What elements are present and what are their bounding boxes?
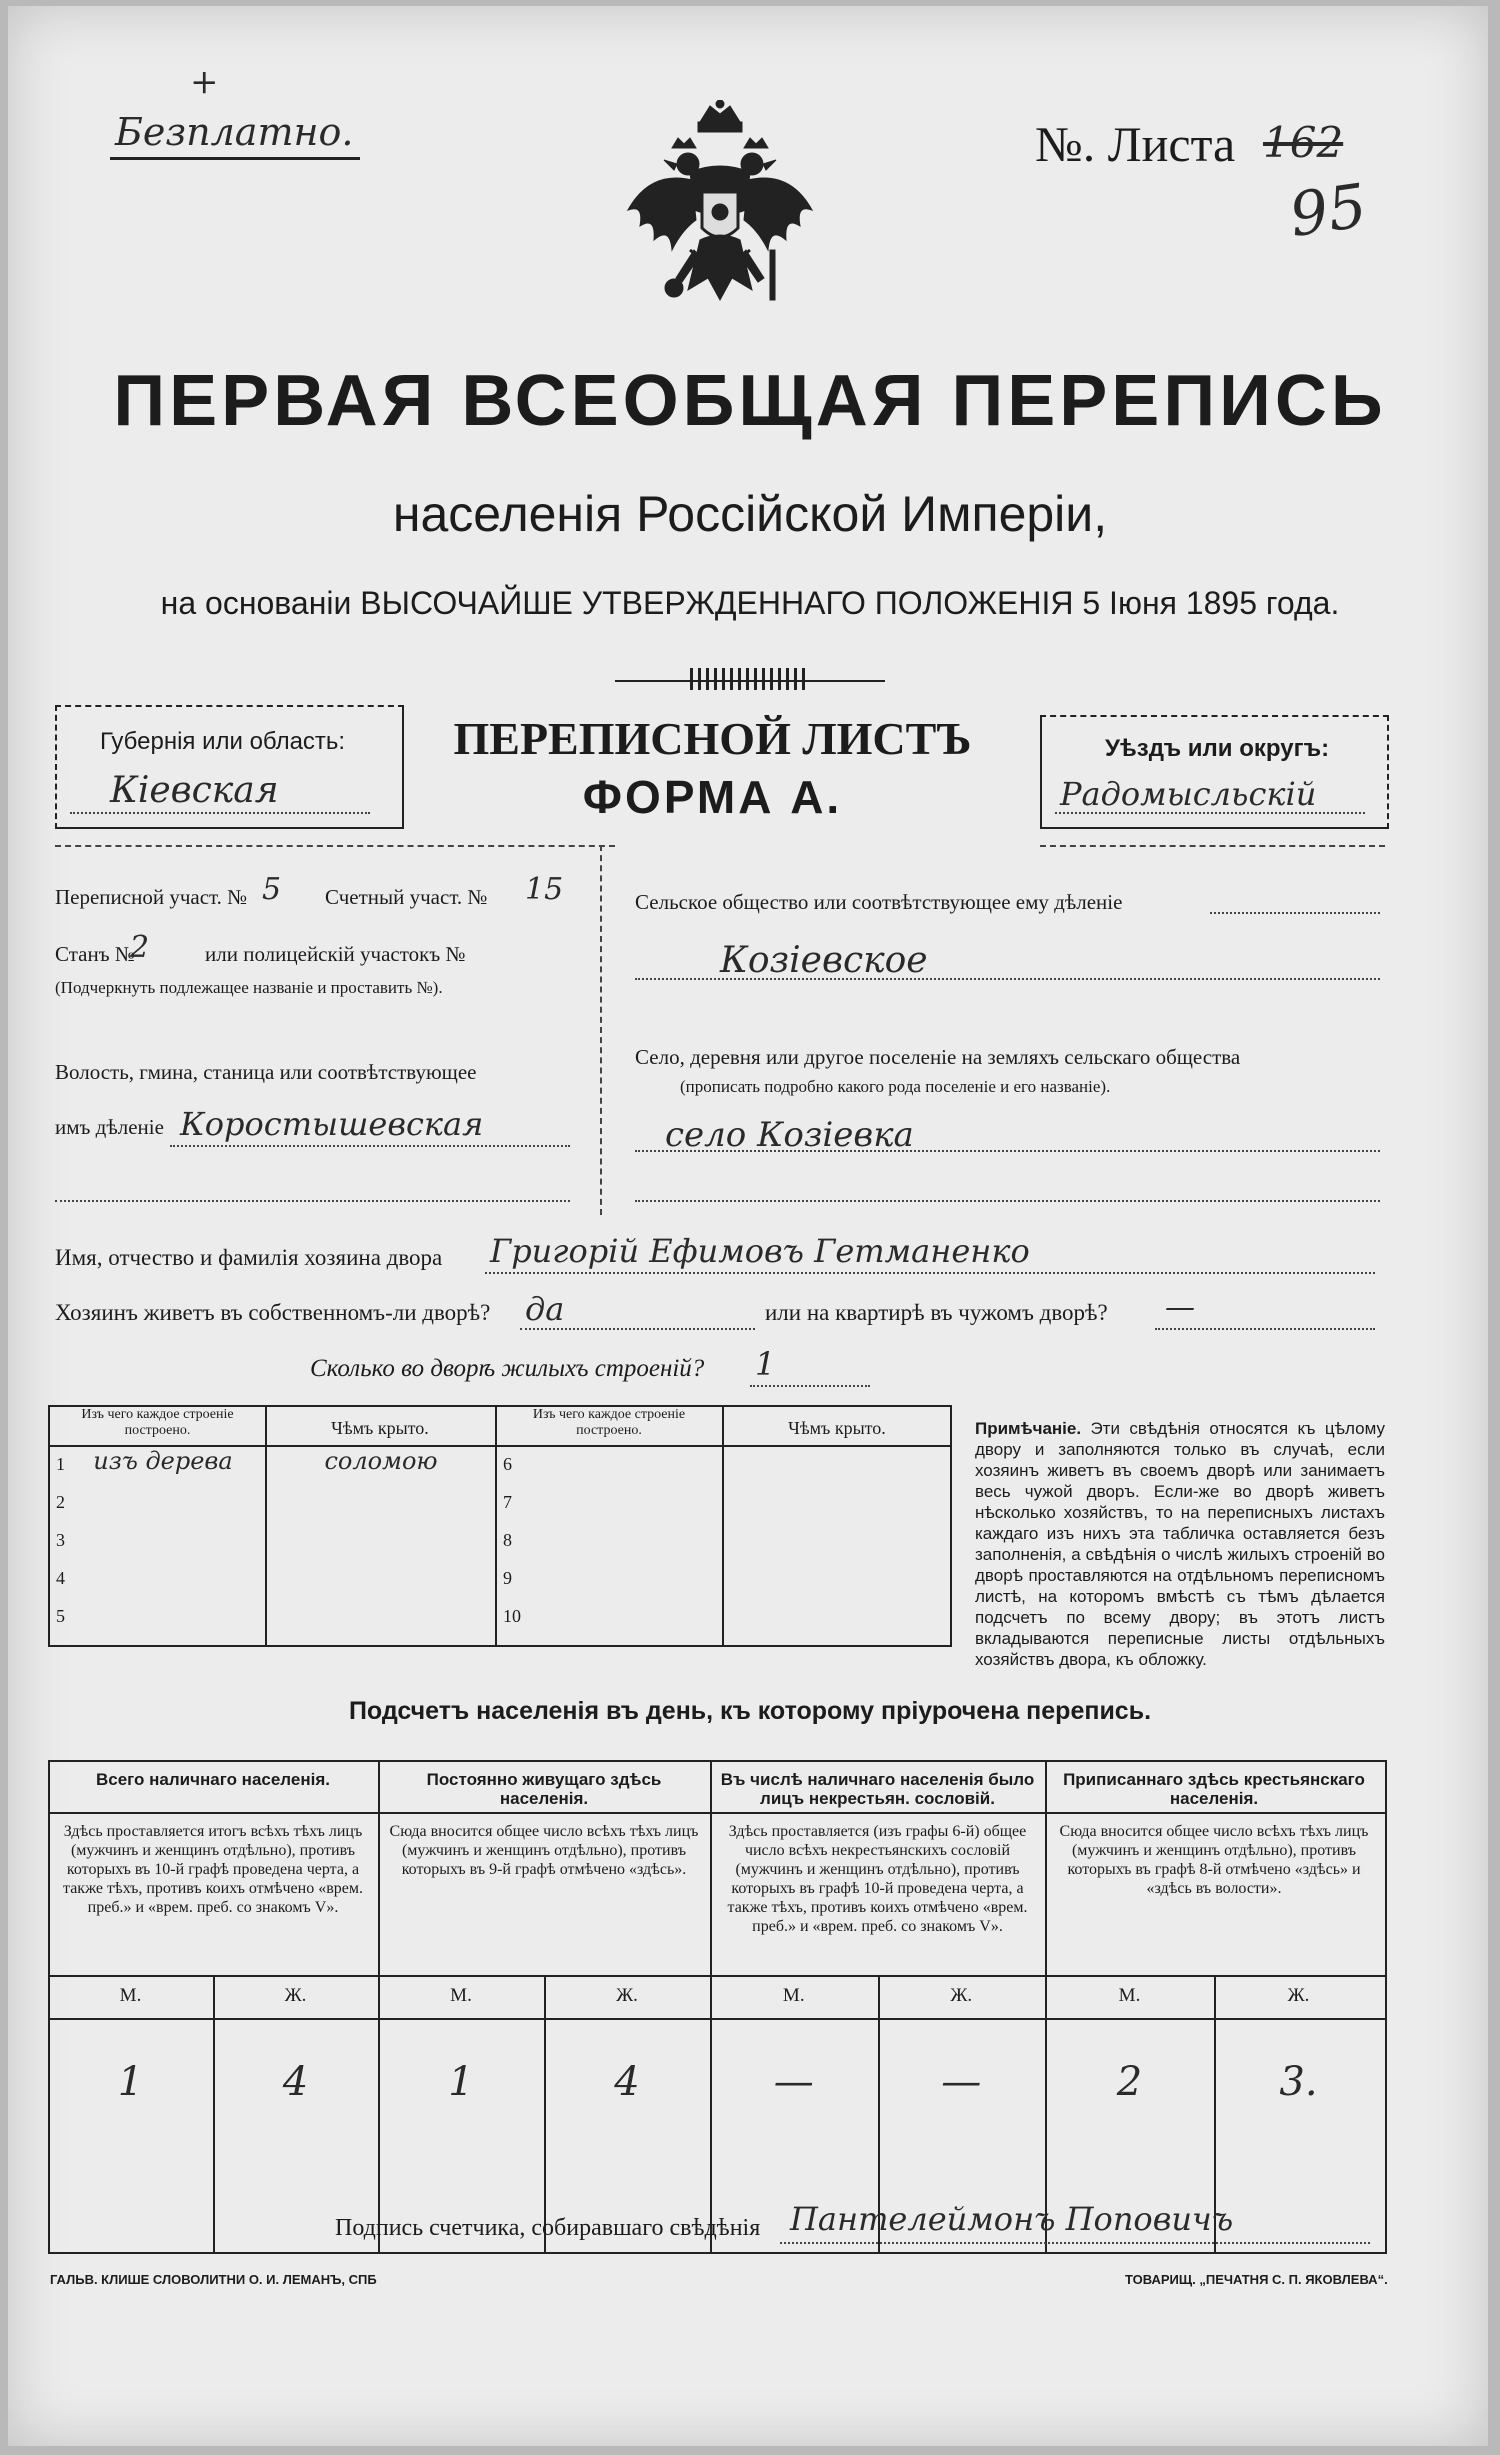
ornament-center-icon	[690, 668, 810, 690]
pop-col-header: Въ числѣ наличнаго населенія было лицъ некрестьян. сословій.	[720, 1770, 1035, 1808]
village-line-2	[635, 1200, 1380, 1202]
building-left-row-number: 5	[56, 1606, 65, 1626]
sheet-label: №. Листа	[1035, 116, 1236, 172]
right-frame-dashes	[1040, 845, 1385, 847]
note-block	[975, 1418, 1385, 1670]
pop-col-description: Здѣсь проставляется итогъ всѣхъ тѣхъ лицъ (мужчинъ и женщинъ отдѣльно), противъ которыхъ въ 10-й графѣ проведена черта, а также тѣхъ, противъ коихъ отмѣчено «врем. преб.» и «врем. преб. со знакомъ V».	[63, 1823, 363, 1916]
building-left-row-number: 1	[56, 1454, 65, 1474]
pop-col-description: Здѣсь проставляется (изъ графы 6-й) общее число всѣхъ некрестьянскихъ сословій (мужчинъ и женщинъ отдѣльно), противъ которыхъ въ графѣ 10-й проведена черта, а также тѣхъ, противъ коихъ отмѣчено «врем. преб.» и «врем. преб. со знакомъ V».	[727, 1823, 1028, 1935]
plus-mark: +	[190, 62, 219, 102]
census-area-label: Переписной участ. №	[55, 885, 248, 909]
pop-female-label: Ж.	[616, 1985, 638, 2006]
building-left-material-cell[interactable]: изъ дерева	[93, 1447, 233, 1475]
owner-name-value[interactable]: Григорій Ефимовъ Гетманенко	[490, 1232, 1030, 1270]
village-value[interactable]: село Козіевка	[665, 1115, 914, 1155]
society-value[interactable]: Козіевское	[720, 940, 928, 981]
stan-value[interactable]: 2	[130, 930, 150, 965]
pop-male-label: М.	[450, 1985, 472, 2006]
building-left-roof-cell[interactable]: соломою	[324, 1447, 438, 1475]
col-material-header-left: Изъ чего каждое строеніе построено.	[81, 1407, 234, 1438]
sheet-number-new: 95	[1285, 171, 1371, 251]
pop-col-divider	[378, 1760, 380, 2252]
imperial-eagle-icon	[620, 100, 820, 335]
pop-col-divider	[710, 1760, 712, 2252]
village-label: Село, деревня или другое поселеніе на земляхъ сельскаго общества	[635, 1045, 1241, 1069]
free-underline	[110, 157, 360, 160]
upper-frame-dashes	[55, 845, 615, 847]
own-yard-label: Хозяинъ живетъ въ собственномъ-ли дворѣ?	[55, 1300, 491, 1325]
note-text: Эти свѣдѣнія относятся къ цѣлому двору и заполняются только въ случаѣ, если хозяинъ живетъ въ своемъ дворѣ или занимаетъ весь чужой дворъ. Если-же во дворѣ живетъ нѣсколько хозяйствъ, то на переписныхъ листахъ каждаго изъ нихъ эта табличка оставляется безъ заполненія, а свѣдѣнія о числѣ жилыхъ строеній во дворѣ проставляются на отдѣльномъ переписномъ листѣ, на которомъ вмѣстѣ съ тѣмъ дѣлается подсчетъ по всему двору; въ этотъ листъ вкладываются переписные листы отдѣльныхъ хозяйствъ двора, къ обложку.	[975, 1419, 1385, 1669]
pop-col-description: Сюда вносится общее число всѣхъ тѣхъ лицъ (мужчинъ и женщинъ отдѣльно), противъ которыхъ въ графѣ 8-й отмѣчено «здѣсь» и «здѣсь въ волости».	[1059, 1823, 1369, 1897]
buildings-label: Сколько во дворѣ жилыхъ строеній?	[310, 1355, 705, 1382]
village-line-1	[635, 1150, 1380, 1152]
footer-left: ГАЛЬВ. КЛИШЕ СЛОВОЛИТНИ О. И. ЛЕМАНЪ, СПБ	[50, 2272, 377, 2287]
pop-mf-divider	[544, 1975, 546, 2252]
volost-label-1: Волость, гмина, станица или соотвѣтствующее	[55, 1060, 477, 1084]
col-material-header-right: Изъ чего каждое строеніе построено.	[532, 1407, 686, 1438]
middle-vertical-divider	[600, 845, 602, 1215]
population-title: Подсчетъ населенія въ день, къ которому пріурочена перепись.	[348, 1697, 1152, 1725]
society-line-1	[1210, 912, 1380, 914]
rented-label: или на квартирѣ въ чужомъ дворѣ?	[765, 1300, 1108, 1325]
buildings-table-col-r	[722, 1405, 724, 1645]
pop-male-value[interactable]: 1	[117, 2059, 144, 2105]
volost-label-2: имъ дѣленіе	[55, 1115, 164, 1139]
signature-line	[780, 2242, 1370, 2244]
buildings-table-mid	[495, 1405, 497, 1645]
census-area-value[interactable]: 5	[262, 872, 282, 907]
district-label: Уѣздъ или округъ:	[1105, 735, 1330, 762]
pop-col-description: Сюда вносится общее число всѣхъ тѣхъ лицъ (мужчинъ и женщинъ отдѣльно), противъ которыхъ въ 9-й графѣ отмѣчено «здѣсь».	[389, 1823, 699, 1878]
footer-right: ТОВАРИЩ. „ПЕЧАТНЯ С. П. ЯКОВЛЕВА“.	[1125, 2272, 1388, 2287]
pop-female-value[interactable]: 3.	[1279, 2059, 1318, 2105]
count-area-label: Счетный участ. №	[325, 885, 488, 909]
building-left-row-number: 4	[56, 1568, 65, 1588]
society-label: Сельское общество или соотвѣтствующее ему дѣленіе	[635, 890, 1123, 914]
free-label: Безплатно.	[115, 110, 354, 154]
province-label: Губернія или область:	[100, 728, 346, 755]
own-yard-value[interactable]: да	[525, 1290, 565, 1328]
building-left-row-number: 3	[56, 1530, 65, 1550]
note-title: Примѣчаніе.	[975, 1419, 1082, 1438]
pop-col-header: Постоянно живущаго здѣсь населенія.	[426, 1770, 662, 1808]
pop-female-value[interactable]: 4	[282, 2059, 309, 2105]
buildings-line	[750, 1385, 870, 1387]
pop-mf-divider	[213, 1975, 215, 2252]
count-area-value[interactable]: 15	[525, 872, 564, 907]
volost-value[interactable]: Коростышевская	[180, 1105, 484, 1143]
buildings-table-col-l	[265, 1405, 267, 1645]
building-right-row-number: 6	[503, 1454, 512, 1474]
owner-name-line	[485, 1272, 1375, 1274]
pop-male-label: М.	[119, 1985, 142, 2006]
pop-female-label: Ж.	[950, 1985, 973, 2006]
pop-head-line	[48, 1812, 1385, 1814]
pop-desc-line	[48, 1975, 1385, 1977]
pop-col-divider	[1045, 1760, 1047, 2252]
signature-label: Подпись счетчика, собиравшаго свѣдѣнія	[335, 2215, 761, 2241]
col-roof-header-right: Чѣмъ крыто.	[788, 1418, 886, 1438]
pop-male-value[interactable]: 2	[1116, 2059, 1143, 2105]
police-label: или полицейскій участокъ №	[205, 942, 466, 966]
district-value[interactable]: Радомысльскій	[1060, 775, 1317, 813]
own-yard-line	[520, 1328, 755, 1330]
sheet-number-crossed	[1263, 118, 1343, 167]
buildings-table	[48, 1405, 952, 1647]
main-title: ПЕРВАЯ ВСЕОБЩАЯ ПЕРЕПИСЬ	[113, 361, 1387, 441]
rented-value[interactable]: —	[1165, 1290, 1195, 1325]
society-line-2	[635, 978, 1380, 980]
buildings-value[interactable]: 1	[755, 1345, 776, 1383]
rented-line	[1155, 1328, 1375, 1330]
pop-mf-line	[48, 2018, 1385, 2020]
volost-line-1	[170, 1145, 570, 1147]
building-left-row-number: 2	[56, 1492, 65, 1512]
building-right-row-number: 8	[503, 1530, 512, 1550]
pop-male-value[interactable]: —	[773, 2059, 814, 2105]
pop-male-value[interactable]: 1	[448, 2059, 474, 2105]
village-note: (прописать подробно какого рода поселеніе и его названіе).	[680, 1077, 1111, 1096]
owner-name-label: Имя, отчество и фамилія хозяина двора	[55, 1245, 443, 1270]
province-line	[70, 812, 370, 814]
building-right-row-number: 7	[503, 1492, 512, 1512]
subtitle: населенія Россійской Имперіи,	[392, 486, 1108, 542]
pop-female-label: Ж.	[284, 1985, 307, 2006]
sheet-number-crossed-text: 162	[1263, 118, 1344, 167]
pop-female-value[interactable]: —	[941, 2059, 982, 2105]
district-line	[1055, 812, 1365, 814]
building-right-row-number: 10	[503, 1606, 521, 1626]
pop-col-header: Приписаннаго здѣсь крестьянскаго населенія.	[1063, 1770, 1365, 1808]
form-subtitle: ФОРМА А.	[582, 771, 843, 823]
basis-line: на основаніи ВЫСОЧАЙШЕ УТВЕРЖДЕННАГО ПОЛОЖЕНІЯ 5 Іюня 1895 года.	[160, 585, 1340, 621]
pop-male-label: М.	[1118, 1985, 1141, 2006]
volost-line-2	[55, 1200, 570, 1202]
pop-male-label: М.	[782, 1985, 805, 2006]
form-title: ПЕРЕПИСНОЙ ЛИСТЪ	[453, 713, 972, 764]
building-right-row-number: 9	[503, 1568, 512, 1588]
stan-note: (Подчеркнуть подлежащее названіе и проставить №).	[55, 978, 443, 997]
pop-female-label: Ж.	[1287, 1985, 1310, 2006]
signature-value[interactable]: Пантелеймонъ Поповичъ	[790, 2200, 1234, 2238]
col-roof-header-left: Чѣмъ крыто.	[331, 1418, 429, 1438]
pop-col-header: Всего наличнаго населенія.	[96, 1770, 330, 1789]
stan-label: Станъ №	[55, 942, 135, 966]
pop-female-value[interactable]: 4	[614, 2059, 640, 2105]
province-value[interactable]: Кіевская	[110, 770, 279, 811]
